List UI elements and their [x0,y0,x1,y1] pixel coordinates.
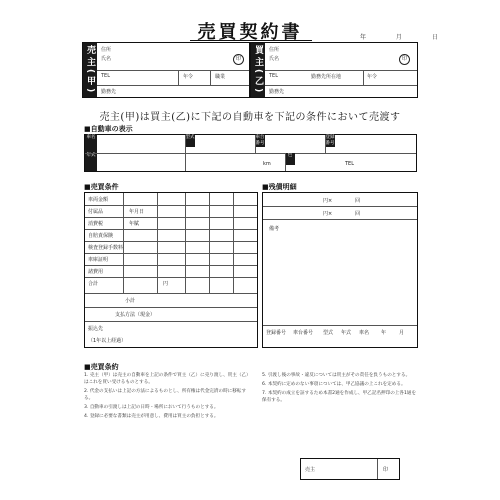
terms-item: 1. 売主（甲）は売主の自動車を上記の条件で買主（乙）に売り渡し、買主（乙）はこれを買い受けるものとする。 [84,373,251,385]
seller-age-label: 年令 [183,74,194,80]
details-row-1: 円× [323,198,333,204]
vehicle-km-label: km [263,161,271,167]
details-footer-item: 月 [399,330,405,336]
terms-item: 6. 本契約に定めのない事項については、甲乙協議の上これを定める。 [262,382,406,387]
details-row-2-suffix: 回 [355,211,361,217]
signature-seal: 印 [383,467,389,473]
vehicle-name-label: 車名 [85,135,97,153]
conditions-col-3 [185,193,186,293]
details-footer-item: 登録番号 [266,330,287,336]
condition-row-label: 消費税 [88,221,104,227]
details-footer-item: 型式 [323,330,334,336]
conditions-col-2 [157,193,158,293]
vehicle-model-label: 型式 [185,135,195,147]
terms-item: 4. 登録に必要な書類は売主が用意し、費用は買主の負担とする。 [84,414,219,419]
seller-divider-v1 [178,70,179,85]
terms-item: 2. 代金の支払いは上記の方法によるものとし、所有権は代金完済の時に移転する。 [84,389,247,401]
condition-row-label: 諸費用 [88,269,104,275]
condition-row-divider [85,293,257,294]
details-heading: ■残債明細 [262,183,297,191]
vehicle-chassis-label: 車台番号 [255,135,265,146]
condition-row-divider [85,321,257,322]
buyer-work-label: 勤務先 [269,89,285,95]
conditions-heading: ■売買条件 [84,183,119,191]
condition-row-label: 自賠責保険 [88,233,114,239]
details-row-2: 円× [323,211,333,217]
condition-note: （1年以上経過） [88,338,127,344]
terms-item: 5. 引渡し後の事故・違反については買主がその責任を負うものとする。 [262,373,411,378]
vehicle-heading: ■自動車の表示 [84,125,133,133]
seller-job-label: 職業 [215,74,226,80]
terms-heading: ■売買条約 [84,363,119,371]
details-footer-divider [263,325,417,326]
condition-row-divider [85,241,257,242]
title-underline [190,40,312,41]
vehicle-col-3 [325,135,326,153]
conditions-col-4 [209,193,210,293]
condition-row-divider [85,217,257,218]
condition-row-label: 合計 [88,281,99,287]
buyer-divider-1 [265,70,417,71]
seller-divider-v2 [210,70,211,85]
contract-date: 年 月 日 [360,34,452,41]
seller-tab: 売主(甲) [85,44,95,96]
condition-row-label: 検査登録手数料 [88,245,124,251]
details-table [262,192,418,348]
conditions-table [84,192,258,348]
condition-row-label: 付属品 [88,209,104,215]
conditions-col-1 [123,193,124,293]
condition-row-divider [85,277,257,278]
condition-row-label: 車両金額 [88,197,109,203]
buyer-tab: 買主(乙) [253,44,263,96]
buyer-divider-2 [265,85,417,86]
vehicle-tel-label: TEL [345,161,354,167]
seller-divider-1 [97,70,249,71]
vehicle-col-1 [185,135,186,171]
details-footer-item: 年式 [341,330,352,336]
condition-row-divider [85,205,257,206]
buyer-address-label: 住所 [269,47,280,53]
condition-payment: 支払方法（現金） [115,312,156,318]
details-footer-item: 年 [381,330,387,336]
condition-row-divider [85,229,257,230]
condition-row-divider [85,253,257,254]
contract-statement: 売主(甲)は買主(乙)に下記の自動車を下記の条件において売渡す [99,112,401,123]
vehicle-year-label: 年式 [85,153,97,171]
vehicle-color-label: 色 [285,153,295,165]
seller-tel-label: TEL [101,73,110,79]
signature-label: 売主 [305,467,316,473]
condition-row-label: 車庫証明 [88,257,109,263]
condition-row-divider [85,307,257,308]
signature-box [300,458,400,480]
buyer-seal: 印 [399,54,410,65]
seller-block [82,42,250,98]
document-title: 売買契約書 [197,22,303,43]
condition-subtotal: 小計 [125,298,136,304]
details-remarks: 備考 [269,226,280,232]
seller-seal: 印 [233,54,244,65]
buyer-workaddr-label: 勤務先所在地 [311,74,342,80]
seller-name-label: 氏名 [101,56,112,62]
details-footer-item: 車名 [359,330,370,336]
conditions-col-5 [233,193,234,293]
seller-address-label: 住所 [101,47,112,53]
details-row-divider [263,219,417,220]
condition-date-label: 年月日 [129,209,145,215]
vehicle-row-divider [85,153,416,154]
terms-right-column [262,372,418,406]
buyer-divider-v1 [363,70,364,85]
buyer-age-label: 年令 [367,74,378,80]
condition-yen-label: 円 [163,281,169,287]
buyer-block [250,42,418,98]
vehicle-col-2 [255,135,256,153]
buyer-name-label: 氏名 [269,56,280,62]
details-footer-item: 車台番号 [293,330,314,336]
condition-row-divider [85,265,257,266]
terms-item: 7. 本契約の成立を証するため本書2通を作成し、甲乙記名押印の上各1通を保有する。 [262,391,417,403]
seller-work-label: 勤務先 [101,89,117,95]
vehicle-table [84,134,417,172]
details-row-divider [263,206,417,207]
details-row-1-suffix: 回 [355,198,361,204]
seller-divider-2 [97,85,249,86]
terms-left-column [84,372,254,422]
terms-item: 3. 自動車の引渡しは上記の日時・場所において行うものとする。 [84,405,219,410]
buyer-tel-label: TEL [269,73,278,79]
condition-bank: 振込先 [88,326,104,332]
vehicle-col-4 [285,153,286,171]
condition-installment-label: 年賦 [129,221,140,227]
vehicle-reg-label: 登録番号 [325,135,335,146]
signature-divider [377,459,378,479]
